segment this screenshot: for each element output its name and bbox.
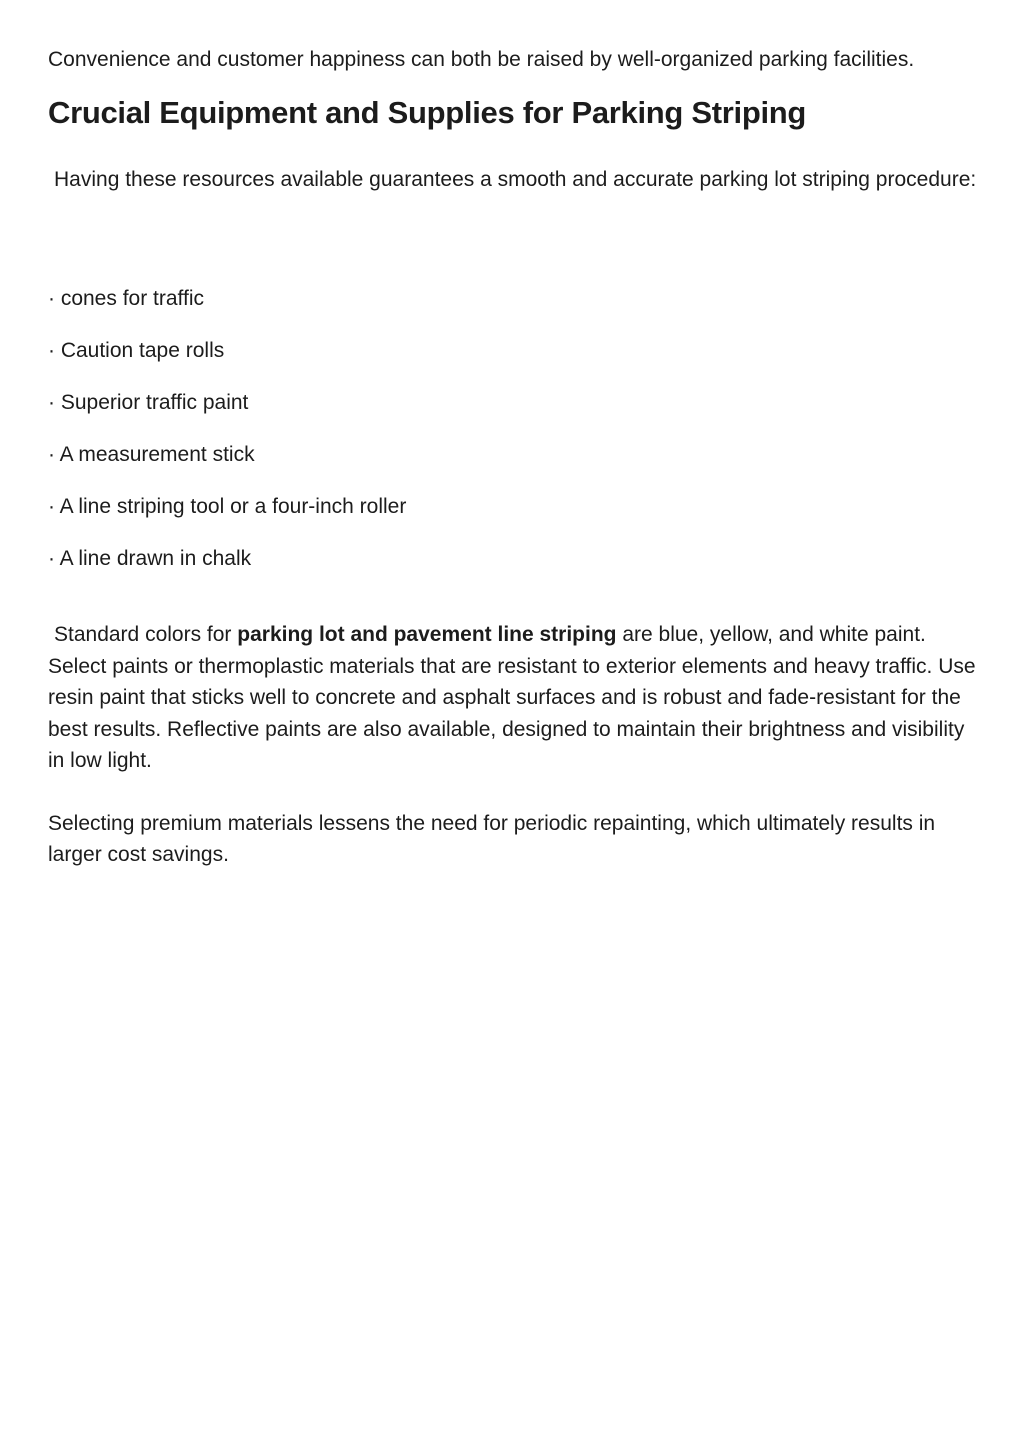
standard-text-before: Standard colors for [54, 623, 238, 646]
closing-paragraph: Selecting premium materials lessens the need for periodic repainting, which ultimately results in larger cost savings. [48, 811, 936, 866]
list-item: · A line striping tool or a four-inch roller [48, 495, 407, 518]
intro-paragraph: Convenience and customer happiness can both be raised by well-organized parking facilities. [48, 48, 915, 71]
list-item: · Superior traffic paint [48, 391, 249, 414]
lead-paragraph: Having these resources available guarantees a smooth and accurate parking lot striping procedure: [54, 167, 977, 191]
standard-colors-paragraph [48, 619, 978, 777]
section-heading: Crucial Equipment and Supplies for Parking Striping [48, 94, 807, 130]
list-item: · cones for traffic [48, 287, 205, 310]
equipment-list [48, 283, 978, 574]
list-item: · Caution tape rolls [48, 339, 225, 362]
document-body [48, 44, 978, 871]
list-item: · A line drawn in chalk [48, 547, 252, 570]
list-item: · A measurement stick [48, 443, 255, 466]
standard-text-after: are blue, yellow, and white paint. Select paints or thermoplastic materials that are resistant to exterior elements and heavy traffic. Use resin paint that sticks well to concrete and asphalt surfaces and is robust and fade-resistant for the best results. Reflective paints are also available, designed to maintain their brightness and visibility in low light. [48, 623, 976, 772]
striping-emphasis: parking lot and pavement line striping [237, 623, 617, 646]
